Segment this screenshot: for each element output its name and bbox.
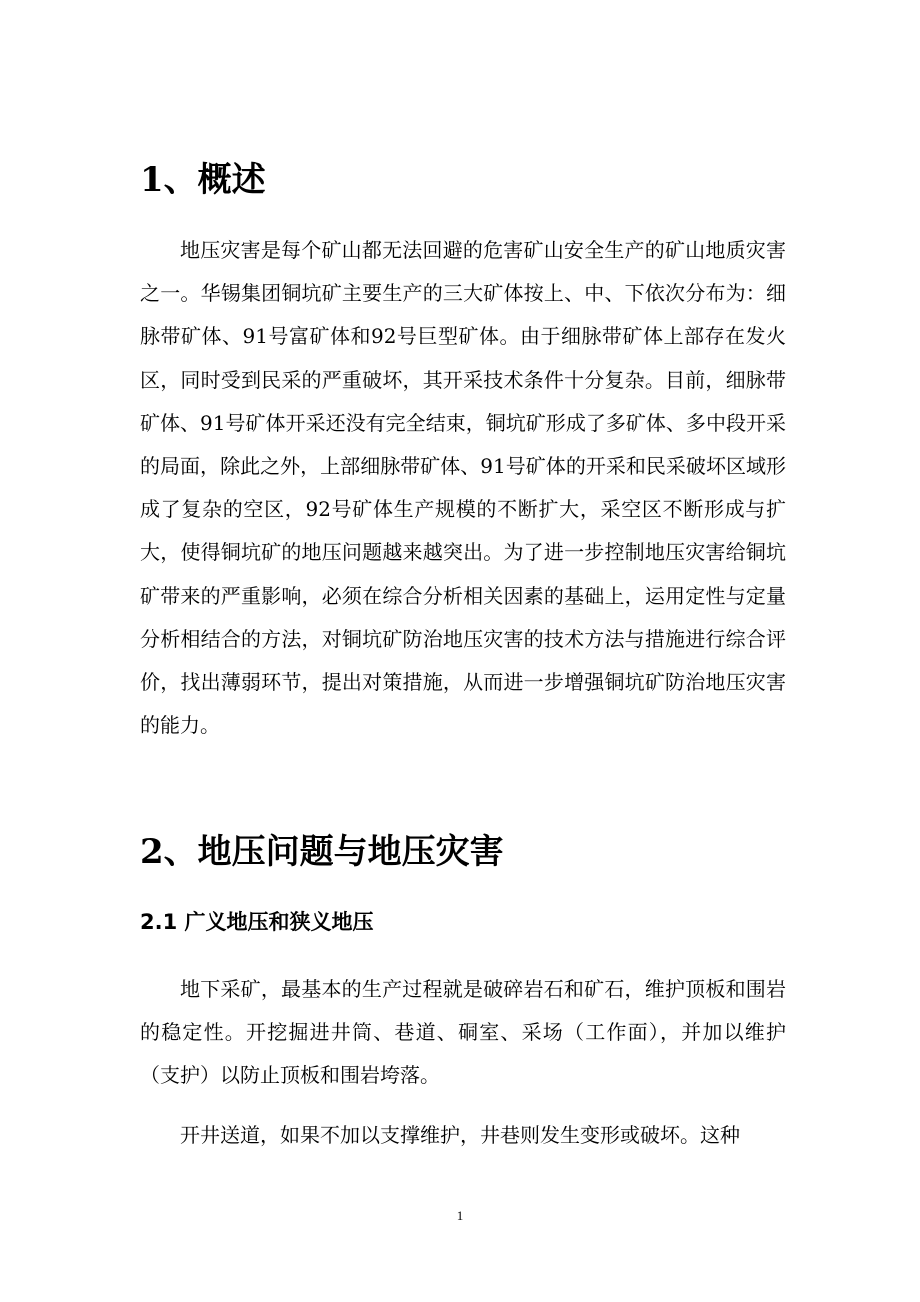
paragraph-shaft-support: 开井送道，如果不加以支撑维护，井巷则发生变形或破坏。这种 — [180, 1123, 740, 1147]
paragraph-underground-mining: 地下采矿，最基本的生产过程就是破碎岩石和矿石，维护顶板和围岩的稳定性。开挖掘进井筒、巷道、硐室、采场（工作面），并加以维护（支护）以防止顶板和围岩垮落。 — [140, 977, 786, 1088]
subsection-heading-2-1: 2.1 广义地压和狭义地压 — [140, 910, 374, 934]
section-heading-overview: 1、概述 — [140, 160, 266, 200]
page-number: 1 — [456, 1208, 464, 1223]
section-heading-ground-pressure: 2、地压问题与地压灾害 — [140, 832, 504, 872]
paragraph-overview: 地压灾害是每个矿山都无法回避的危害矿山安全生产的矿山地质灾害之一。华锡集团铜坑矿主要生产的三大矿体按上、中、下依次分布为：细脉带矿体、91号富矿体和92号巨型矿体。由于细脉带矿体上部存在发火区，同时受到民采的严重破坏，其开采技术条件十分复杂。目前，细脉带矿体、91号矿体开采还没有完全结束，铜坑矿形成了多矿体、多中段开采的局面，除此之外，上部细脉带矿体、91号矿体的开采和民采破坏区域形成了复杂的空区，92号矿体生产规模的不断扩大，采空区不断形成与扩大，使得铜坑矿的地压问题越来越突出。为了进一步控制地压灾害给铜坑矿带来的严重影响，必须在综合分析相关因素的基础上，运用定性与定量分析相结合的方法，对铜坑矿防治地压灾害的技术方法与措施进行综合评价，找出薄弱环节，提出对策措施，从而进一步增强铜坑矿防治地压灾害的能力。 — [140, 238, 786, 738]
